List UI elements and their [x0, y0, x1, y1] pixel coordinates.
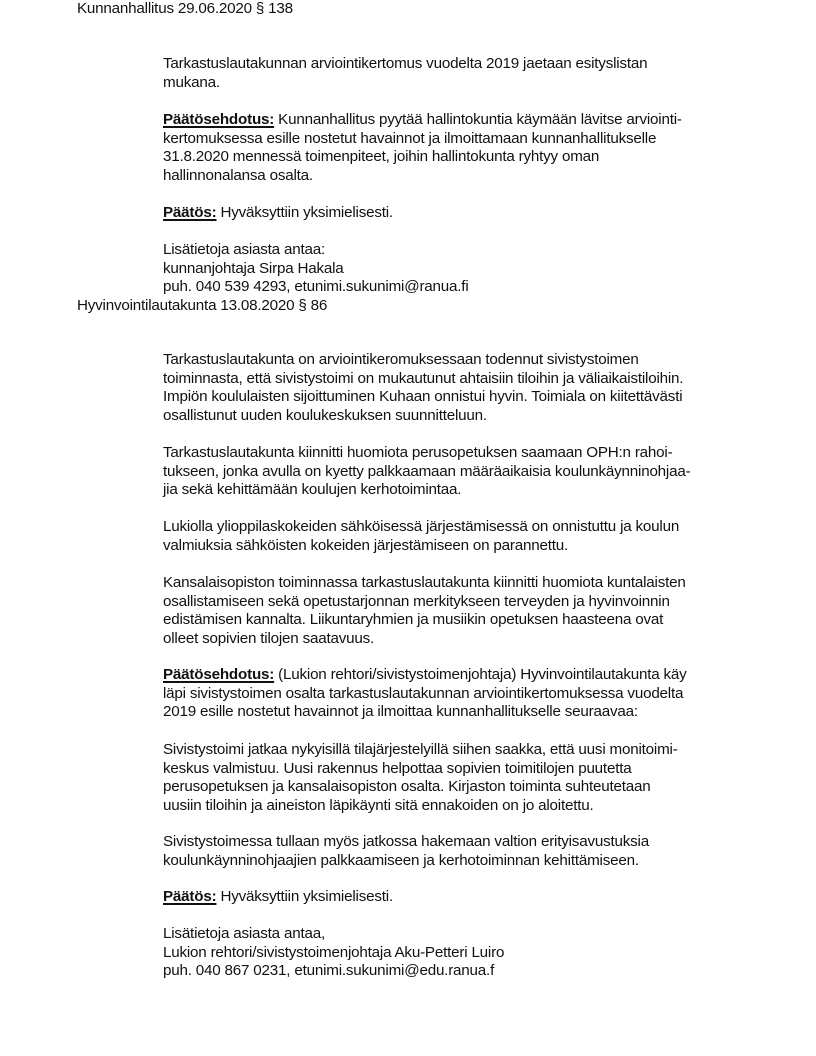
text-line: hallinnonalansa osalta. [163, 166, 313, 184]
section1-contact [163, 241, 763, 297]
section2-contact [163, 925, 763, 981]
text-line: osallistamiseen sekä opetustarjonnan merkitykseen terveyden ja hyvinvoinnin [163, 592, 670, 610]
section2-proposal-paragraph-1 [163, 741, 763, 815]
section2-heading: Hyvinvointilautakunta 13.08.2020 § 86 [77, 297, 328, 314]
section1-proposal [163, 111, 763, 185]
section2-proposal-paragraph-2 [163, 833, 763, 870]
text-line: Tarkastuslautakunta kiinnitti huomiota perusopetuksen saamaan OPH:n rahoi- [163, 444, 673, 461]
text-line: 2019 esille nostetut havainnot ja ilmoittaa kunnanhallitukselle seuraavaa: [163, 703, 638, 721]
section2-proposal [163, 666, 763, 722]
decision-text: Hyväksyttiin yksimielisesti. [216, 204, 393, 221]
text-line: edistämisen kannalta. Liikuntaryhmien ja musiikin opetuksen haasteena ovat [163, 611, 664, 629]
contact-line: puh. 040 867 0231, etunimi.sukunimi@edu.ranua.f [163, 962, 495, 980]
text-line: jia sekä kehittämään koulujen kerhotoimintaa. [163, 481, 462, 499]
text-line: kertomuksessa esille nostetut havainnot ja ilmoittamaan kunnanhallitukselle [163, 129, 657, 147]
decision-label: Päätös: [163, 204, 217, 221]
section2-paragraph-2 [163, 444, 763, 500]
text-line: perusopetuksen ja kansalaisopiston osalta. Kirjaston toiminta suhteutetaan [163, 778, 651, 796]
contact-line: kunnanjohtaja Sirpa Hakala [163, 259, 344, 277]
section1-intro [163, 55, 763, 92]
text-line: toiminnasta, että sivistystoimi on mukautunut ahtaisiin tiloihin ja väliaikaistiloihin. [163, 369, 684, 387]
text-line: Impiön koululaisten sijoittuminen Kuhaan onnistui hyvin. Toimiala on kiitettävästi [163, 388, 683, 406]
contact-line: Lukion rehtori/sivistystoimenjohtaja Aku-Petteri Luiro [163, 943, 505, 961]
text-line: mukana. [163, 73, 220, 91]
text-line: Sivistystoimessa tullaan myös jatkossa hakemaan valtion erityisavustuksia [163, 833, 649, 850]
text-line: keskus valmistuu. Uusi rakennus helpottaa sopivien toimitilojen puutetta [163, 759, 632, 777]
text-line: valmiuksia sähköisten kokeiden järjestämiseen on parannettu. [163, 536, 569, 554]
section2-decision [163, 888, 763, 907]
decision-text: Hyväksyttiin yksimielisesti. [216, 888, 393, 905]
text-line: 31.8.2020 mennessä toimenpiteet, joihin hallintokunta ryhtyy oman [163, 148, 600, 166]
section1-heading: Kunnanhallitus 29.06.2020 § 138 [77, 0, 293, 17]
contact-line: puh. 040 539 4293, etunimi.sukunimi@ranua.fi [163, 278, 469, 296]
decision-label: Päätös: [163, 888, 217, 905]
text-line: Sivistystoimi jatkaa nykyisillä tilajärjestelyillä siihen saakka, että uusi monitoimi- [163, 741, 678, 758]
proposal-label: Päätösehdotus: [163, 666, 275, 683]
proposal-label: Päätösehdotus: [163, 111, 275, 128]
text-line: Kunnanhallitus pyytää hallintokuntia käymään lävitse arviointi- [274, 111, 682, 128]
section2-paragraph-1 [163, 351, 763, 425]
section1-decision [163, 204, 763, 223]
text-line: Lukiolla ylioppilaskokeiden sähköisessä järjestämisessä on onnistuttu ja koulun [163, 518, 680, 535]
text-line: tukseen, jonka avulla on kyetty palkkaamaan määräaikaisia koulunkäynninohjaa- [163, 462, 691, 480]
text-line: koulunkäynninohjaajien palkkaamiseen ja kerhotoiminnan kehittämiseen. [163, 851, 639, 869]
text-line: Tarkastuslautakunta on arviointikeromuksessaan todennut sivistystoimen [163, 351, 639, 368]
text-line: osallistunut uuden koulukeskuksen suunnitteluun. [163, 406, 487, 424]
section2-paragraph-4 [163, 574, 763, 648]
text-line: Kansalaisopiston toiminnassa tarkastuslautakunta kiinnitti huomiota kuntalaisten [163, 574, 686, 591]
contact-line: Lisätietoja asiasta antaa: [163, 241, 325, 258]
contact-line: Lisätietoja asiasta antaa, [163, 925, 325, 942]
text-line: olleet sopivien tilojen saatavuus. [163, 629, 375, 647]
text-line: läpi sivistystoimen osalta tarkastuslautakunnan arviointikertomuksessa vuodelta [163, 684, 684, 702]
text-line: Tarkastuslautakunnan arviointikertomus vuodelta 2019 jaetaan esityslistan [163, 55, 648, 72]
text-line: uusiin tiloihin ja aineiston läpikäynti sitä ennakoiden on jo aloitettu. [163, 796, 594, 814]
text-line: (Lukion rehtori/sivistystoimenjohtaja) Hyvinvointilautakunta käy [274, 666, 687, 683]
section2-paragraph-3 [163, 518, 763, 555]
